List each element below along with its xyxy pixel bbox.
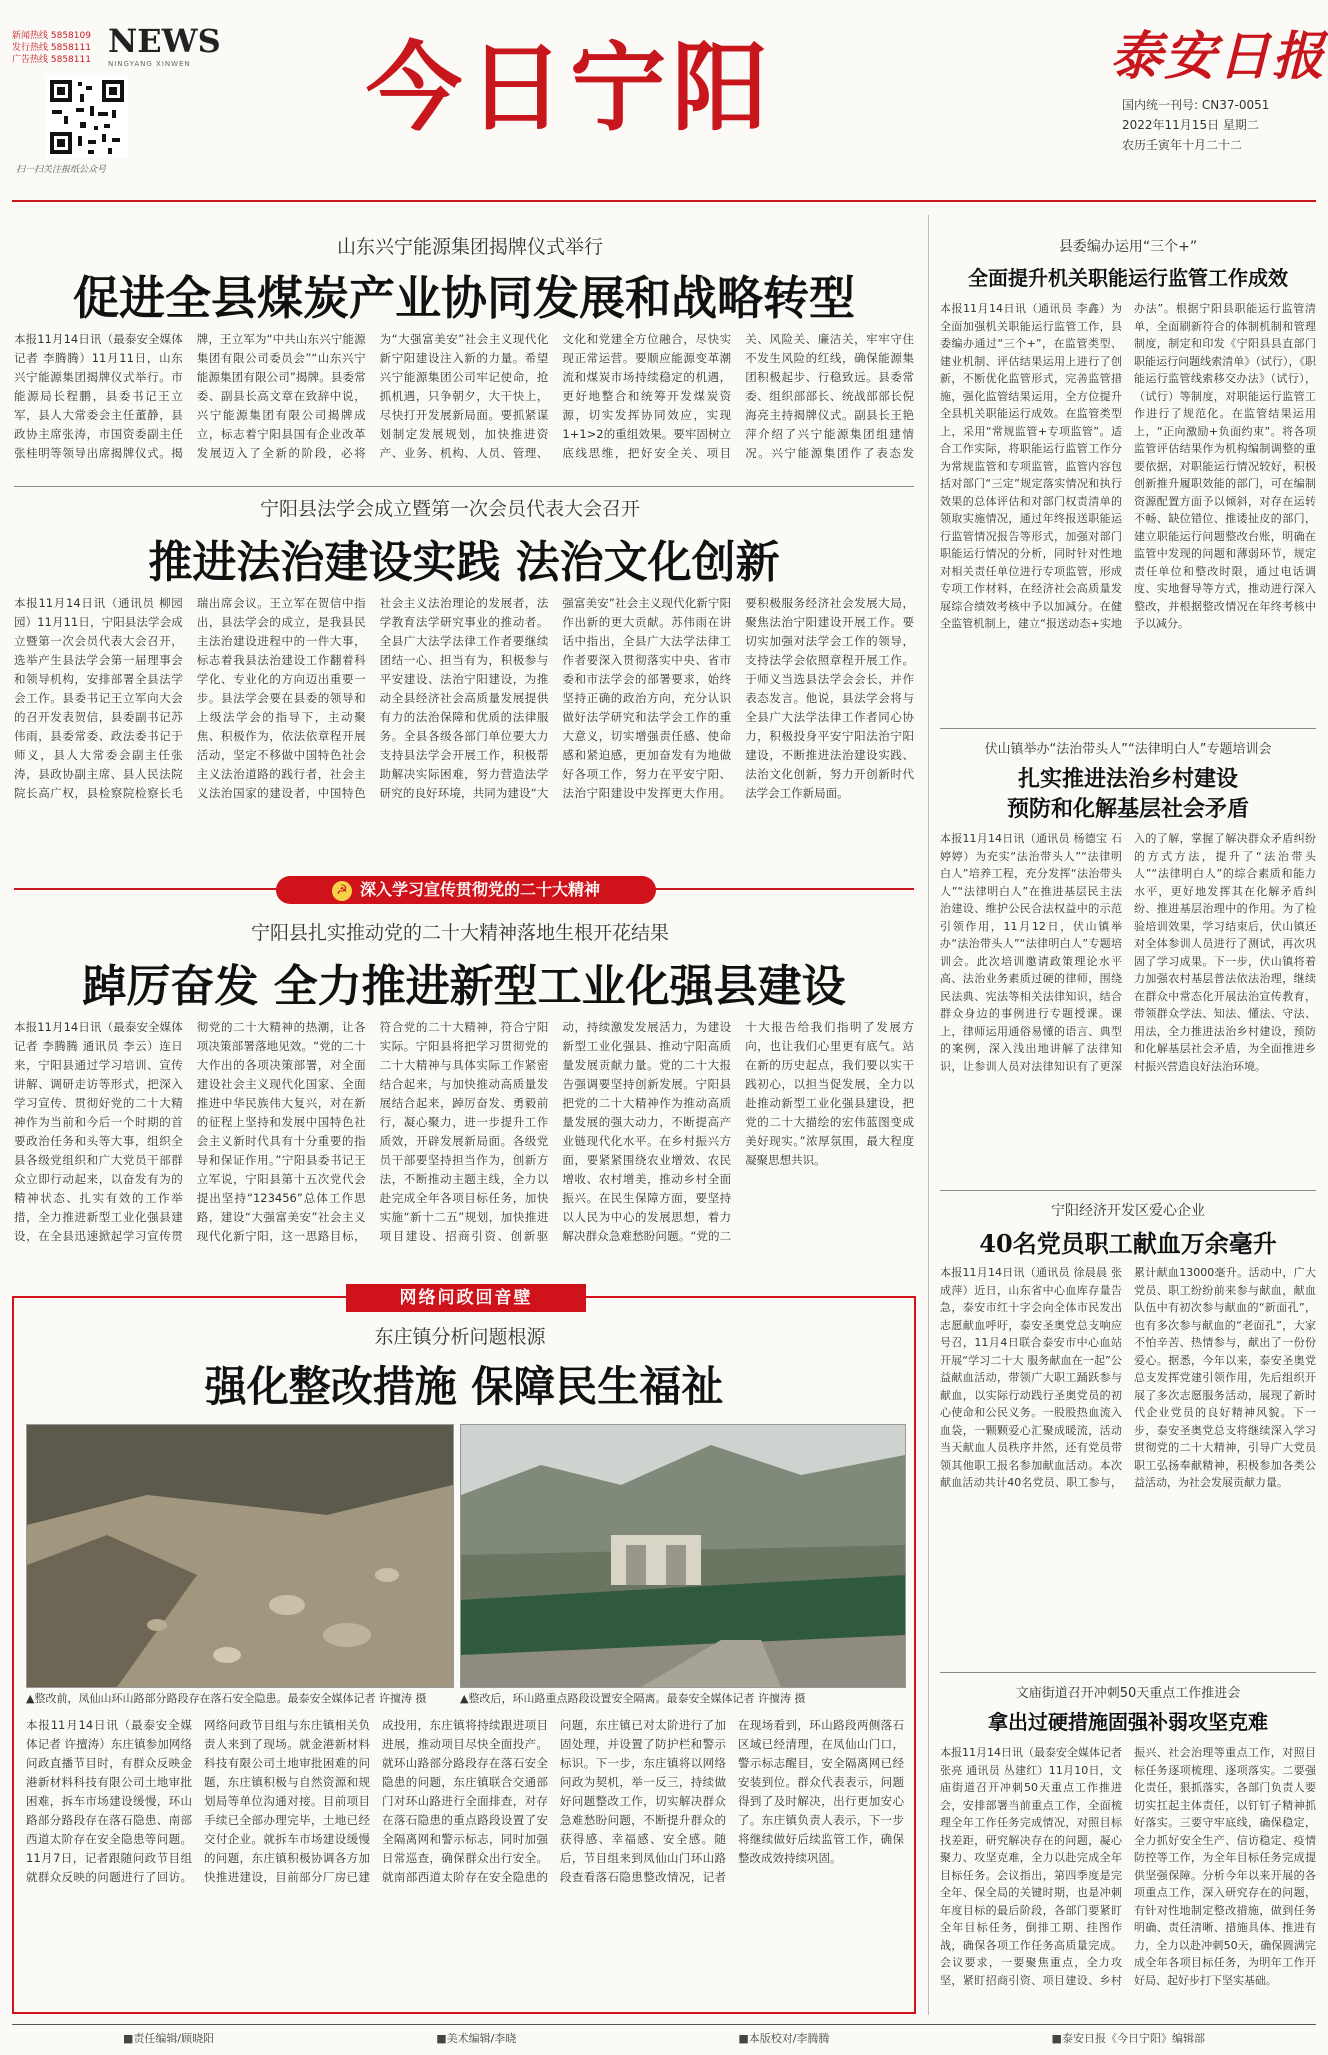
paper-name: 泰安日报 [1110, 26, 1327, 87]
section-title: 今日宁阳 [366, 31, 774, 144]
story5-headline-line1[interactable]: 扎实推进法治乡村建设 [1017, 766, 1238, 792]
story8-kicker: 东庄镇分析问题根源 [374, 1326, 546, 1348]
hotline: 发行热线 5858111 [12, 43, 91, 53]
photo-after-caption: ▲整改后，环山路重点路段设置安全隔离。最泰安全媒体记者 许擅涛 摄 [460, 1692, 806, 1705]
theme-banner [276, 876, 656, 904]
story1-kicker: 山东兴宁能源集团揭牌仪式举行 [336, 236, 603, 258]
story5-body: 本报11月14日讯（通讯员 杨德宝 石婷婷）为充实“法治带头人”“法律明白人”培养工程，充分发挥“法治带头人”“法律明白人”在推进基层民主法治建设、维护公民合法权益中的示范引领作用，11月12日，伏山镇举办“法治带头人”“法律明白人”专题培训会。此次培训邀请政策理论水平高、法治业务素质过硬的律师，围绕民法典、宪法等相关法律知识，结合群众身边的事例进行专题授课。课上，律师运用通俗易懂的语言、典型的案例，深入浅出地讲解了法律知识，让参训人员对法律知识有了更深入的了解，掌握了解决群众矛盾纠纷的方式方法，提升了“法治带头人”“法律明白人”的综合素质和能力水平，更好地发挥其在化解矛盾纠纷、推进基层治理中的作用。为了检验培训效果，学习结束后，伏山镇还对全体参训人员进行了测试，再次巩固了学习成果。下一步，伏山镇将着力加强农村基层普法依法治理，继续在群众中常态化开展法治宣传教育，带领群众学法、知法、懂法、守法、用法，全力推进法治乡村建设，预防和化解基层社会矛盾，为全面推进乡村振兴营造良好法治环境。 [940, 832, 1316, 1073]
story1-headline[interactable]: 促进全县煤炭产业协同发展和战略转型 [73, 271, 855, 325]
photo-after[interactable] [460, 1424, 906, 1688]
hotline: 广告热线 5858111 [12, 55, 91, 65]
story4-kicker: 县委编办运用“三个+” [1058, 239, 1198, 255]
news-word: NEWS [108, 22, 221, 60]
footer [12, 2030, 1316, 2050]
lunar-date: 农历壬寅年十月二十二 [1122, 138, 1243, 152]
story6-body: 本报11月14日讯（通讯员 徐晨晨 张成萍）近日，山东省中心血库存量告急，泰安市红十字会向全体市民发出志愿献血呼吁，泰安圣奥党总支响应号召，11月4日联合泰安市中心血站开展“学习二十大 服务献血在一起”公益献血活动，带领广大职工踊跃参与献血，以实际行动践行圣奥党员的初心使命和公民义务。一股股热血流入血袋，一颗颗爱心汇聚成暖流，活动当天献血人员秩序井然，还有党员带领其他职工报名参加献血活动。本次献血活动共计40名党员、职工参与，累计献血13000毫升。活动中，广大党员、职工纷纷前来参与献血，献血队伍中有初次参与献血的“新面孔”，也有多次参与献血的“老面孔”，大家不怕辛苦、热情参与，献出了一份份爱心。据悉，今年以来，泰安圣奥党总支发挥党建引领作用，先后组织开展了多次志愿服务活动，展现了新时代企业党员的良好精神风貌。下一步，泰安圣奥党总支将继续深入学习贯彻党的二十大精神，引导广大党员职工弘扬奉献精神，积极参加各类公益活动，为社会发展贡献力量。 [940, 1266, 1316, 1489]
story2-body: 本报11月14日讯（通讯员 柳园园）11月11日，宁阳县法学会成立暨第一次会员代表大会召开，选举产生县法学会第一届理事会和领导机构，安排部署全县法学会工作。县委书记王立军向大会的召开发表贺信，县委副书记苏伟雨，县委常委、政法委书记于师义，县人大常委会副主任张涛，县政协副主席、县人民法院院长高广权，县检察院检察长毛瑞出席会议。王立军在贺信中指出，县法学会的成立，是我县民主法治建设进程中的一件大事，标志着我县法治建设工作翻着科学化、专业化的方向迈出重要一步。县法学会要在县委的领导和上级法学会的指导下，主动聚焦、积极作为，依法依章程开展活动，坚定不移做中国特色社会主义法治道路的践行者，社会主义法治国家的建设者，中国特色社会主义法治理论的发展者，法学教育法学研究事业的推动者。全县广大法学法律工作者要继续团结一心、担当有为，积极参与平安建设、法治宁阳建设，为推动全县经济社会高质量发展提供有力的法治保障和优质的法律服务。全县各级各部门单位要大力支持县法学会开展工作，积极帮助解决实际困难，努力营造法学研究的良好环境，共同为建设“大强富美安”社会主义现代化新宁阳作出新的更大贡献。苏伟雨在讲话中指出，全县广大法学法律工作者要深入贯彻落实中央、省市委和市法学会的部署要求，始终坚持正确的政治方向，充分认识做好法学研究和法学会工作的重大意义，切实增强责任感、使命感和紧迫感，更加奋发有为地做好各项工作，努力在平安宁阳、法治宁阳建设中发挥更大作用。要积极服务经济社会发展大局，聚焦法治宁阳建设开展工作。要切实加强对法学会工作的领导，支持法学会依照章程开展工作。于师义当选县法学会会长，并作表态发言。他说，县法学会将与全县广大法学法律工作者同心协力，积极投身平安宁阳法治宁阳建设，不断推进法治建设实践、法治文化创新，努力开创新时代法学会工作新局面。 [14, 596, 914, 800]
story6-kicker: 宁阳经济开发区爱心企业 [1051, 1203, 1205, 1219]
story2-headline[interactable]: 推进法治建设实践 法治文化创新 [148, 537, 780, 588]
story7-headline[interactable]: 拿出过硬措施固强补弱攻坚克难 [988, 1710, 1268, 1734]
story4-headline[interactable]: 全面提升机关职能运行监管工作成效 [968, 266, 1288, 290]
party-emblem-icon: ☭ [332, 881, 352, 901]
masthead [0, 0, 1328, 200]
hotlines [12, 30, 112, 66]
footer-item: ■泰安日报《今日宁阳》编辑部 [1051, 2032, 1205, 2045]
qr-note: 扫一扫关注报纸公众号 [16, 165, 107, 175]
section-banner: 网络问政回音壁 [346, 1284, 586, 1312]
footer-item: ■责任编辑/顾晓阳 [123, 2032, 215, 2045]
story6-headline[interactable]: 40名党员职工献血万余毫升 [979, 1229, 1277, 1258]
qr-code-icon[interactable] [46, 76, 128, 158]
theme-banner-text: 深入学习宣传贯彻党的二十大精神 [359, 880, 600, 899]
story4-body: 本报11月14日讯（通讯员 李鑫）为全面加强机关职能运行监管工作，县委编办通过“三个+”，在监管类型、建业机制、评估结果运用上进行了创新，不断优化监管形式，完善监管措施，强化监管结果运用，全方位提升全县机关职能运行成效。在监管类型上，采用“常规监管+专项监管”。适合工作实际，将职能运行监管工作分为常规监管和专项监管，监管内容包括对部门“三定”规定落实情况和执行效果的总体评估和对部门权责清单的领取实施情况，通过年终报送职能运行监管情况报告等形式，加强对部门职能运行情况的分析，同时针对性地对相关责任单位进行专项监管，形成专项工作材料，在经济社会高质量发展综合绩效考核中予以加减分。在健全监管机制上，建立“报送动态+实地办法”。根据宁阳县职能运行监管清单，全面刷新符合的体制机制和管理制度，制定和印发《宁阳县县直部门职能运行问题线索清单》（试行），《职能运行监管线索移交办法》（试行），（试行）等制度，对职能运行监管工作进行了规范化。在监管结果运用上，“正向激励+负面约束”。将各项监管评估结果作为机构编制调整的重要依据，对职能运行情况较好，积极创新推升履职效能的部门，可在编制资源配置方面予以倾斜，对存在运转不畅、缺位错位、推诿扯皮的部门，建立职能运行问题整改台账，明确在监管中发现的问题和薄弱环节，规定责任单位和整改时限，通过电话调度、实地督导等方式，推动进行深入整改，并根据整改情况在年终考核中予以减分。 [940, 302, 1316, 630]
hotline: 新闻热线 5858109 [12, 31, 91, 41]
story3-body: 本报11月14日讯（最泰安全媒体记者 李腾腾 通讯员 李云）连日来，宁阳县通过学习培训、宣传讲解、调研走访等形式，把深入学习宣传、贯彻好党的二十大精神作为当前和今后一个时期的首要政治任务和头等大事，组织全县各级党组织和广大党员干部群众立即行动起来，以奋发有为的精神状态、扎实有效的工作举措，全力推进新型工业化强县建设，在全县迅速掀起学习宣传贯彻党的二十大精神的热潮，让各项决策部署落地见效。“党的二十大作出的各项决策部署，对全面建设社会主义现代化国家、全面推进中华民族伟大复兴，对在新的征程上坚持和发展中国特色社会主义新时代具有十分重要的指导和保证作用。”宁阳县委书记王立军说，宁阳县第十五次党代会提出坚持“123456”总体工作思路，建设“大强富美安”社会主义现代化新宁阳，这一思路目标，符合党的二十大精神，符合宁阳实际。宁阳县将把学习贯彻党的二十大精神与具体实际工作紧密结合起来，与加快推动高质量发展结合起来，踔厉奋发、勇毅前行，凝心聚力，进一步提升工作质效，开辟发展新局面。各级党员干部要坚持担当作为，创新方法，不断推动主题主线，全力以赴完成全年各项目标任务，加快实施“新十二五”规划，加快推进项目建设、招商引资、创新驱动，持续激发发展活力，为建设新型工业化强县、推动宁阳高质量发展贡献力量。党的二十大报告强调要坚持创新发展。宁阳县把党的二十大精神作为推动高质量发展的强大动力，不断提高产业链现代化水平。在乡村振兴方面，要紧紧围绕农业增效、农民增收、农村增美，推动乡村全面振兴。在民生保障方面，要坚持以人民为中心的发展思想，着力解决群众急难愁盼问题。“党的二十大报告给我们指明了发展方向，也让我们心里更有底气。站在新的历史起点，我们要以实干践初心，以担当促发展，全力以赴推动新型工业化强县建设，把党的二十大描绘的宏伟蓝图变成美好现实。”浓厚氛围，最大程度凝聚思想共识。 [14, 1020, 914, 1243]
photo-before-caption: ▲整改前，凤仙山环山路部分路段存在落石安全隐患。最泰安全媒体记者 许擅涛 摄 [26, 1692, 427, 1705]
issn: 国内统一刊号: CN37-0051 [1122, 98, 1270, 112]
story3-headline[interactable]: 踔厉奋发 全力推进新型工业化强县建设 [82, 961, 846, 1012]
footer-item: ■本版校对/李腾腾 [738, 2032, 830, 2045]
story1-body: 本报11月14日讯（最泰安全媒体记者 李腾腾）11月11日，山东兴宁能源集团揭牌仪式举行。市能源局长程鹏，县委书记王立军，县人大常委会主任董静，县政协主席张涛，市国资委副主任张桂明等领导出席揭牌仪式。揭牌，王立军为“中共山东兴宁能源集团有限公司委员会”“山东兴宁能源集团有限公司”揭牌。县委常委、副县长高文章在致辞中说，兴宁能源集团有限公司揭牌成立，标志着宁阳县国有企业改革发展迈入了全新的阶段，必将为“大强富美安”社会主义现代化新宁阳建设注入新的力量。希望兴宁能源集团公司牢记使命，抢抓机遇，只争朝夕，大干快上，尽快打开发展新局面。要抓紧谋划制定发展规划，加快推进资产、业务、机构、人员、管理、文化和党建全方位融合，尽快实现正常运营。要顺应能源变革潮流和煤炭市场持续稳定的机遇，更好地整合和统筹开发煤炭资源，切实发挥协同效应，实现1+1>2的重组效果。要牢固树立底线思维，把好安全关、项目关、风险关、廉洁关，牢牢守住不发生风险的红线，确保能源集团积极起步、行稳致远。县委常委、组织部部长、统战部部长倪海亮主持揭牌仪式。副县长王艳萍介绍了兴宁能源集团组建情况。兴宁能源集团作了表态发 [14, 332, 914, 460]
story7-kicker: 文庙街道召开冲刺50天重点工作推进会 [1015, 1686, 1241, 1701]
footer-item: ■美术编辑/李晓 [436, 2032, 517, 2045]
news-pinyin: NINGYANG XINWEN [108, 60, 191, 68]
story5-kicker: 伏山镇举办“法治带头人”“法律明白人”专题培训会 [984, 742, 1272, 757]
story7-body: 本报11月14日讯（最泰安全媒体记者 张亮 通讯员 丛建红）11月10日，文庙街道召开冲刺50天重点工作推进会，安排部署当前重点工作，全面梳理全年工作任务完成情况，对照目标找差距，研究解决存在的问题，凝心聚力、攻坚克难，全力以赴完成全年目标任务。会议指出，第四季度是完全年、保全局的关键时期，也是冲刺年度目标的最后阶段，各部门要紧盯全年目标任务，倒排工期、挂图作战，确保各项工作任务高质量完成。会议要求，一要聚焦重点，全力攻坚，紧盯招商引资、项目建设、乡村振兴、社会治理等重点工作，对照目标任务逐项梳理、逐项落实。二要强化责任，狠抓落实，各部门负责人要切实扛起主体责任，以钉钉子精神抓好落实。三要守牢底线，确保稳定，全力抓好安全生产、信访稳定、疫情防控等工作，为全年目标任务完成提供坚强保障。分析今年以来开展的各项重点工作，深入研究存在的问题，有针对性地制定整改措施，做到任务明确、责任清晰、措施具体、推进有力，全力以赴冲刺50天，确保圆满完成全年各项目标任务，为明年工作开好局、起好步打下坚实基础。 [940, 1746, 1316, 1987]
story3-kicker: 宁阳县扎实推动党的二十大精神落地生根开花结果 [250, 922, 669, 944]
story2-kicker: 宁阳县法学会成立暨第一次会员代表大会召开 [259, 498, 640, 520]
photo-before[interactable] [26, 1424, 454, 1688]
story8-headline[interactable]: 强化整改措施 保障民生福祉 [204, 1362, 724, 1411]
issue-date: 2022年11月15日 星期二 [1122, 118, 1259, 132]
story5-headline-line2[interactable]: 预防和化解基层社会矛盾 [1006, 796, 1249, 822]
story8-body: 本报11月14日讯（最泰安全媒体记者 许擅涛）东庄镇参加网络问政直播节目时，有群众反映金港新材料科技有限公司土地审批困难，拆车市场建设缓慢，环山路部分路段存在落石隐患、南部西道太阶存在安全隐患等问题。11月7日，记者跟随问政节目组就群众反映的问题进行了回访。网络问政节目组与东庄镇相关负责人来到了现场。就金港新材料科技有限公司土地审批困难的问题，东庄镇积极与自然资源和规划局等单位沟通对接。目前项目手续已全部办理完毕，土地已经交付企业。就拆车市场建设缓慢的问题，东庄镇积极协调各方加快推进建设，目前部分厂房已建成投用，东庄镇将持续跟进项目进展，推动项目尽快全面投产。就环山路部分路段存在落石安全隐患的问题，东庄镇联合交通部门对环山路进行全面排查，对存在落石隐患的重点路段设置了安全隔离网和警示标志，同时加强日常巡查，确保群众出行安全。就南部西道太阶存在安全隐患的问题，东庄镇已对太阶进行了加固处理，并设置了防护栏和警示标识。下一步，东庄镇将以网络问政为契机，举一反三，持续做好问题整改工作，切实解决群众急难愁盼问题，不断提升群众的获得感、幸福感、安全感。随后，节目组来到凤仙山门环山路段查看落石隐患整改情况，记者在现场看到，环山路段两侧落石区域已经清理，在凤仙山门口，警示标志醒目，安全隔离网已经安装到位。群众代表表示，问题得到了及时解决，出行更加安心了。东庄镇负责人表示，下一步将继续做好后续监管工作，确保整改成效持续巩固。 [26, 1718, 904, 1884]
